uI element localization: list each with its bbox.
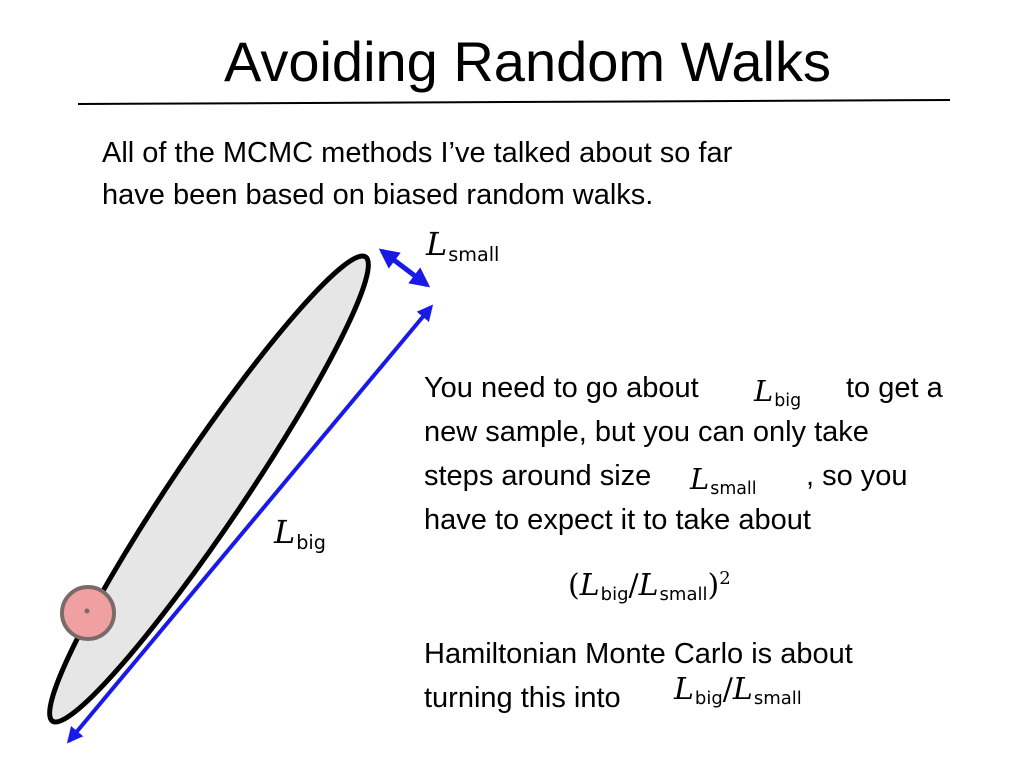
para2-line-2: turning this into — [424, 682, 621, 714]
small-width-arrow — [382, 251, 427, 285]
para1-line-3 — [424, 454, 869, 498]
small-subscript: small — [710, 479, 757, 500]
left-paren: ( — [568, 568, 580, 603]
para1-line-3-tail: , so you — [806, 460, 908, 492]
para1-line-2: new sample, but you can only take — [424, 416, 869, 448]
l-symbol: L — [426, 225, 448, 263]
slide-title: Avoiding Random Walks — [224, 30, 831, 93]
big-subscript: big — [774, 391, 802, 412]
small-subscript: small — [659, 584, 708, 606]
exponent: 2 — [719, 568, 731, 589]
title-rule — [78, 99, 950, 105]
l-symbol: L — [690, 462, 710, 496]
intro-line-2: have been based on biased random walks. — [102, 179, 654, 211]
hmc-ratio-formula — [674, 672, 802, 710]
slash: / — [722, 672, 733, 707]
big-subscript: big — [600, 584, 629, 606]
l-symbol: L — [579, 568, 600, 603]
intro-text — [102, 132, 922, 216]
l-small-label — [426, 226, 499, 267]
explanation-paragraph — [424, 366, 869, 542]
para2-line-1: Hamiltonian Monte Carlo is about — [424, 638, 853, 670]
inline-l-small — [690, 462, 757, 500]
para1-line-1-tail: to get a — [846, 372, 943, 404]
sample-dot — [85, 609, 90, 614]
slash: / — [628, 568, 639, 603]
l-symbol: L — [638, 568, 659, 603]
para1-line-1-text: You need to go about — [424, 372, 699, 404]
para1-line-4: have to expect it to take about — [424, 504, 811, 536]
distribution-ellipse — [23, 237, 396, 742]
ratio-squared-formula — [568, 568, 731, 606]
small-subscript: small — [753, 688, 802, 710]
l-symbol: L — [674, 672, 694, 707]
l-symbol: L — [732, 672, 753, 707]
l-big-label — [274, 514, 326, 555]
intro-line-1: All of the MCMC methods I’ve talked about so far — [102, 137, 733, 169]
big-subscript: big — [296, 530, 326, 554]
small-subscript: small — [448, 242, 500, 266]
para1-line-1 — [424, 366, 869, 410]
big-subscript: big — [694, 688, 723, 710]
inline-l-big — [754, 374, 802, 412]
para1-line-3-text: steps around size — [424, 460, 652, 492]
l-symbol: L — [754, 374, 774, 408]
l-symbol: L — [274, 513, 296, 551]
right-paren: ) — [707, 568, 720, 603]
